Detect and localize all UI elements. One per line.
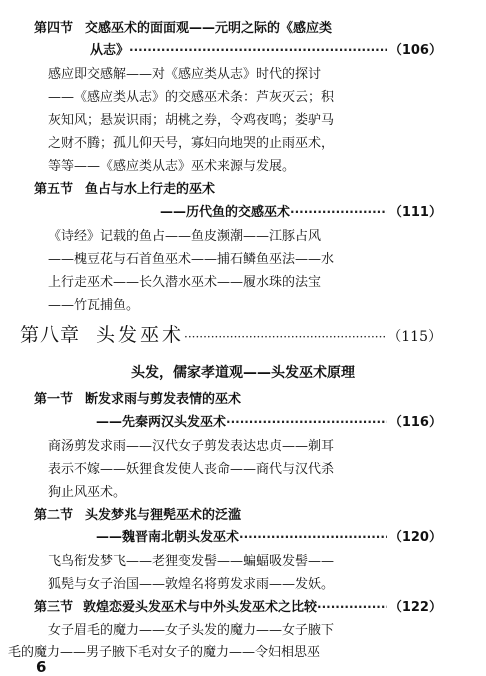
toc-chapter-8[interactable]: [20, 326, 442, 345]
leader-dots: [239, 531, 387, 544]
section-title-cont: 从志》: [90, 43, 130, 58]
section-label: 第二节: [34, 508, 74, 523]
section-title-cont: ——魏晋南北朝头发巫术: [96, 530, 240, 545]
section-title: 交感巫术的面面观——元明之际的《感应类: [85, 21, 333, 36]
desc-line: 商汤剪发求雨——汉代女子剪发表达忠贞——剃耳: [48, 439, 335, 454]
desc-line: ——槐豆花与石首鱼巫术——捕石鳞鱼巫法——水: [48, 252, 335, 267]
desc-line: 上行走巫术——长久潜水巫术——履水珠的法宝: [48, 275, 322, 290]
page-ref: （111）: [388, 205, 442, 220]
desc-line: 飞鸟衔发梦飞——老狸变发髻——蝙蝠吸发髻——: [48, 554, 335, 569]
toc-section-5-entry[interactable]: [160, 206, 442, 219]
section-title: 敦煌恋爱头发巫术与中外头发巫术之比较: [83, 600, 318, 615]
toc-section-2-entry[interactable]: [96, 531, 442, 544]
toc-section-4-title: [34, 22, 332, 35]
page-ref: （115）: [387, 329, 442, 345]
page-ref: （116）: [388, 415, 442, 430]
desc-line: 狗止风巫术。: [48, 485, 127, 500]
desc-line: 之财不腾；孤儿仰天号，寡妇向地哭的止雨巫术，: [48, 136, 335, 151]
desc-line: 狐髡与女子治国——敦煌名将剪发求雨——发妖。: [48, 577, 335, 592]
section-title-cont: ——先秦两汉头发巫术: [96, 415, 227, 430]
section-label: 第四节: [34, 21, 74, 36]
toc-section-1-title: [34, 393, 241, 406]
chapter-number: 第八章: [20, 324, 81, 346]
page-ref: （120）: [388, 530, 442, 545]
desc-line: 毛的魔力——男子腋下毛对女子的魔力——令妇相思巫: [8, 645, 321, 660]
page-ref: （122）: [388, 600, 442, 615]
section-label: 第五节: [34, 182, 74, 197]
desc-line: 《诗经》记载的鱼占——鱼皮濒潮——江豚占风: [48, 229, 322, 244]
leader-dots: [226, 416, 387, 429]
toc-section-2-title: [34, 509, 241, 522]
desc-line: ——竹瓦捕鱼。: [48, 298, 140, 313]
desc-line: 感应即交感解——对《感应类从志》时代的探讨: [48, 67, 322, 82]
toc-section-1-entry[interactable]: [96, 416, 442, 429]
section-title: 断发求雨与剪发表情的巫术: [85, 392, 242, 407]
desc-line: 等等——《感应类从志》巫术来源与发展。: [48, 159, 296, 174]
leader-dots: [184, 331, 385, 344]
leader-dots: [129, 44, 387, 57]
desc-line: ——《感应类从志》的交感巫术条：芦灰灭云；积: [48, 90, 335, 105]
leader-dots: [317, 601, 387, 614]
leader-dots: [290, 206, 387, 219]
toc-section-3-entry[interactable]: [34, 601, 442, 614]
desc-line: 灰知风；悬炭识雨；胡桃之券，令鸡夜鸣；娄驴马: [48, 113, 335, 128]
toc-section-5-title: [34, 183, 215, 196]
chapter-subtitle: 头发，儒家孝道观——头发巫术原理: [131, 365, 355, 381]
desc-line: 表示不嫁——妖狸食发使人丧命——商代与汉代杀: [48, 462, 335, 477]
toc-section-4-entry[interactable]: [90, 44, 442, 57]
section-label: 第三节: [34, 600, 74, 615]
chapter-title: 头发巫术: [96, 324, 185, 346]
desc-line: 女子眉毛的魔力——女子头发的魔力——女子腋下: [48, 623, 335, 638]
page-number: 6: [36, 658, 47, 676]
section-title: 头发梦兆与狸髡巫术的泛滥: [85, 508, 242, 523]
section-title: 鱼占与水上行走的巫术: [85, 182, 216, 197]
section-label: 第一节: [34, 392, 74, 407]
page-ref: （106）: [388, 43, 442, 58]
section-title-cont: ——历代鱼的交感巫术: [160, 205, 291, 220]
